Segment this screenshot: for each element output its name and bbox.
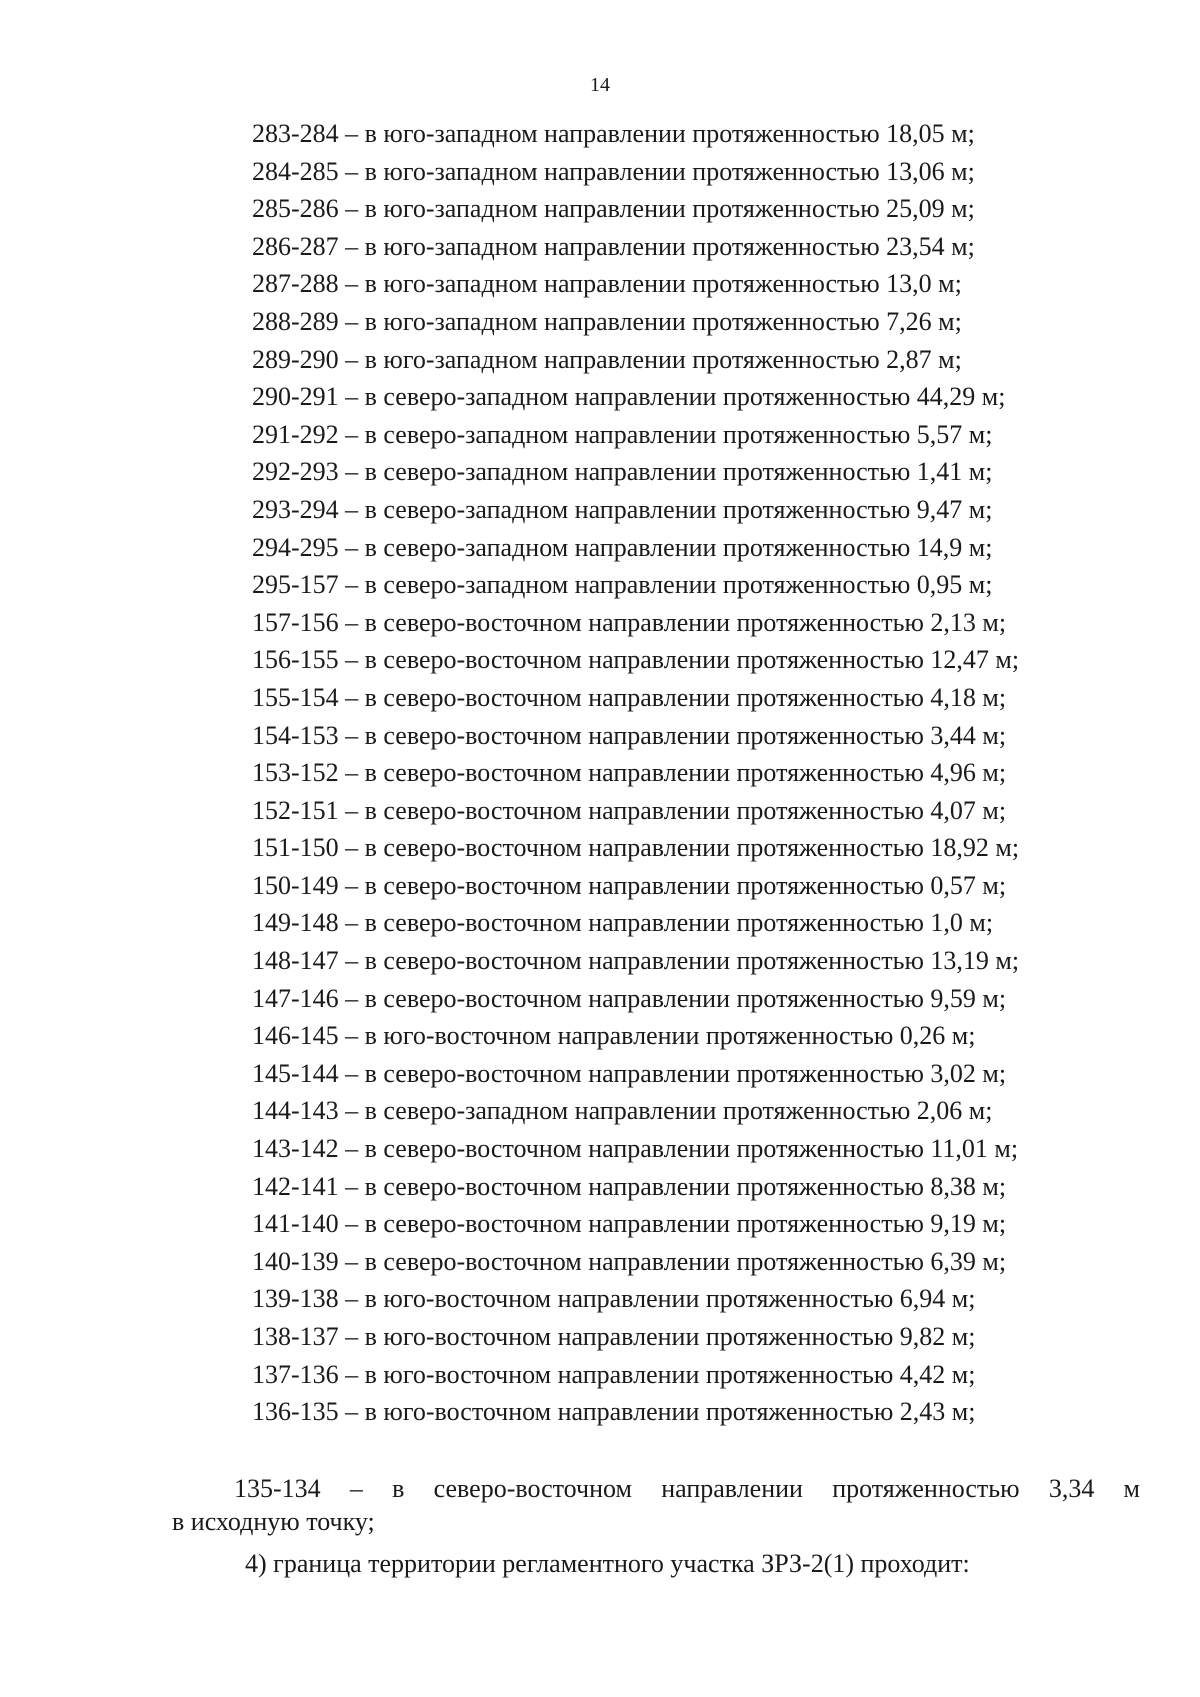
segment-line: 157-156 – в северо-восточном направлении протяженностью 2,13 м; xyxy=(252,607,1007,637)
segment-line: 283-284 – в юго-западном направлении протяженностью 18,05 м; xyxy=(252,119,975,148)
segment-line: 137-136 – в юго-восточном направлении протяженностью 4,42 м; xyxy=(252,1359,976,1389)
segment-line: 286-287 – в юго-западном направлении протяженностью 23,54 м; xyxy=(252,231,975,261)
segment-line: 293-294 – в северо-западном направлении протяженностью 9,47 м; xyxy=(252,494,993,524)
last-segment-word: направлении xyxy=(661,1474,803,1503)
segment-line: 289-290 – в юго-западном направлении протяженностью 2,87 м; xyxy=(252,344,962,374)
segment-line: 154-153 – в северо-восточном направлении протяженностью 3,44 м; xyxy=(252,720,1007,750)
segment-line: 292-293 – в северо-западном направлении протяженностью 1,41 м; xyxy=(252,457,993,487)
segment-line: 152-151 – в северо-восточном направлении протяженностью 4,07 м; xyxy=(252,795,1007,825)
segment-line: 149-148 – в северо-восточном направлении протяженностью 1,0 м; xyxy=(252,908,994,938)
segment-line: 285-286 – в юго-западном направлении протяженностью 25,09 м; xyxy=(252,194,975,224)
last-segment-word: м xyxy=(1123,1474,1140,1503)
segment-line: 147-146 – в северо-восточном направлении протяженностью 9,59 м; xyxy=(252,983,1007,1013)
last-segment-word: протяженностью xyxy=(832,1474,1020,1503)
segment-list xyxy=(252,115,1140,1431)
segment-line: 138-137 – в юго-восточном направлении протяженностью 9,82 м; xyxy=(252,1322,976,1351)
last-segment-line xyxy=(234,1472,1140,1506)
segment-line: 287-288 – в юго-западном направлении протяженностью 13,0 м; xyxy=(252,269,962,299)
segment-line: 288-289 – в юго-западном направлении протяженностью 7,26 м; xyxy=(252,306,962,336)
segment-line: 295-157 – в северо-западном направлении протяженностью 0,95 м; xyxy=(252,570,993,600)
next-item-heading: 4) граница территории регламентного участка ЗРЗ-2(1) проходит: xyxy=(245,1549,970,1578)
segment-line: 141-140 – в северо-восточном направлении протяженностью 9,19 м; xyxy=(252,1209,1007,1239)
last-segment-word: северо-восточном xyxy=(433,1474,632,1503)
last-segment-word: 135-134 xyxy=(234,1474,321,1503)
segment-line: 155-154 – в северо-восточном направлении протяженностью 4,18 м; xyxy=(252,682,1007,712)
segment-line: 148-147 – в северо-восточном направлении протяженностью 13,19 м; xyxy=(252,946,1020,976)
segment-line: 140-139 – в северо-восточном направлении протяженностью 6,39 м; xyxy=(252,1246,1007,1276)
segment-line: 145-144 – в северо-восточном направлении протяженностью 3,02 м; xyxy=(252,1058,1007,1088)
segment-line: 151-150 – в северо-восточном направлении протяженностью 18,92 м; xyxy=(252,833,1020,863)
last-segment-continuation: в исходную точку; xyxy=(172,1507,375,1536)
segment-line: 146-145 – в юго-восточном направлении протяженностью 0,26 м; xyxy=(252,1021,976,1051)
segment-line: 139-138 – в юго-восточном направлении протяженностью 6,94 м; xyxy=(252,1284,976,1314)
last-segment-word: в xyxy=(392,1474,405,1503)
segment-line: 153-152 – в северо-восточном направлении протяженностью 4,96 м; xyxy=(252,758,1007,788)
segment-line: 156-155 – в северо-восточном направлении протяженностью 12,47 м; xyxy=(252,645,1020,675)
segment-line: 150-149 – в северо-восточном направлении протяженностью 0,57 м; xyxy=(252,870,1007,900)
segment-line: 144-143 – в северо-западном направлении протяженностью 2,06 м; xyxy=(252,1096,993,1126)
segment-line: 136-135 – в юго-восточном направлении протяженностью 2,43 м; xyxy=(252,1397,976,1427)
segment-line: 294-295 – в северо-западном направлении протяженностью 14,9 м; xyxy=(252,532,993,562)
segment-line: 142-141 – в северо-восточном направлении протяженностью 8,38 м; xyxy=(252,1171,1007,1201)
segment-line: 284-285 – в юго-западном направлении протяженностью 13,06 м; xyxy=(252,156,975,186)
last-segment-word: 3,34 xyxy=(1048,1474,1095,1503)
segment-line: 143-142 – в северо-восточном направлении протяженностью 11,01 м; xyxy=(252,1134,1019,1164)
segment-line: 290-291 – в северо-западном направлении протяженностью 44,29 м; xyxy=(252,382,1006,412)
page-number: 14 xyxy=(590,74,610,96)
last-segment-word: – xyxy=(349,1474,363,1503)
segment-line: 291-292 – в северо-западном направлении протяженностью 5,57 м; xyxy=(252,419,993,449)
